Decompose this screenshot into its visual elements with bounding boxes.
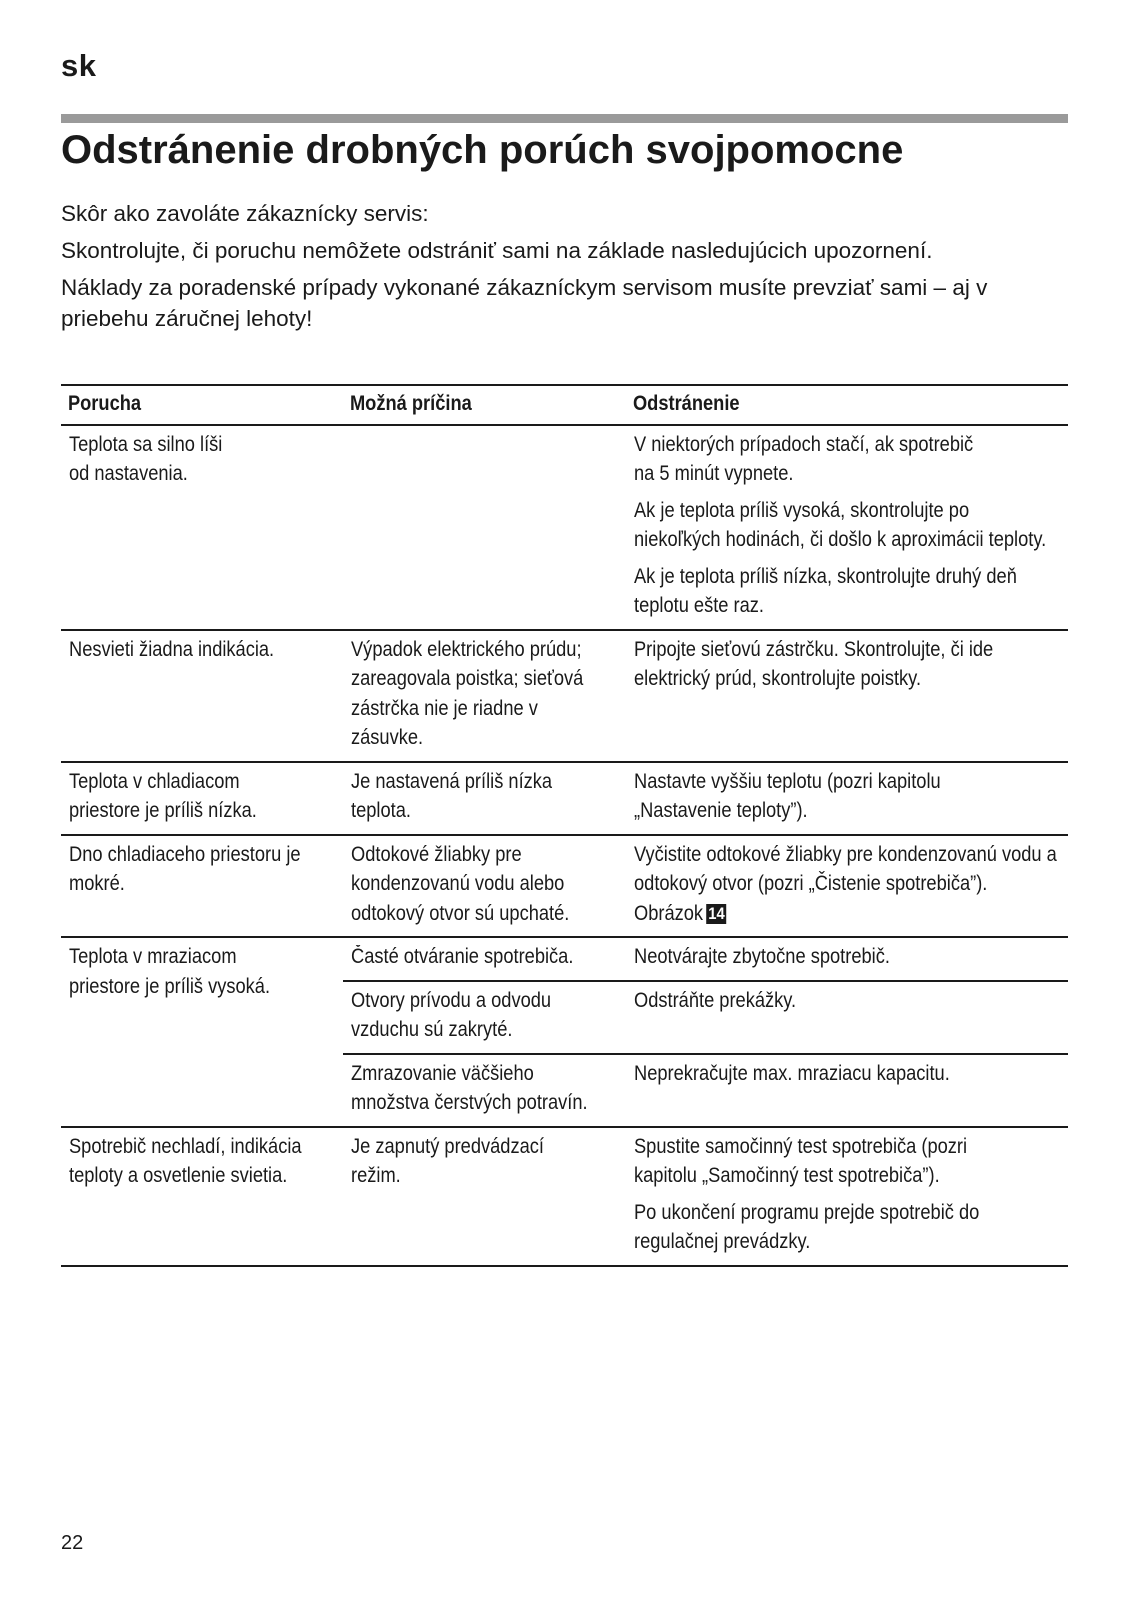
fix-paragraph	[634, 840, 1060, 929]
intro-paragraph: Náklady za poradenské prípady vykonané zákazníckym servisom musíte prevziať sami – aj v priebehu záručnej lehoty!	[61, 275, 988, 331]
fix-cell	[626, 631, 1068, 761]
fix-cell	[626, 426, 1068, 629]
table-header	[61, 384, 1068, 426]
cause-cell	[343, 938, 626, 980]
cause-text: Odtokové žliabky pre kondenzovanú vodu alebo odtokový otvor sú upchaté.	[351, 842, 570, 925]
fix-cell	[626, 763, 1068, 834]
fault-text: Spotrebič nechladí, indikácia teploty a osvetlenie svietia.	[69, 1134, 302, 1187]
intro-paragraph: Skôr ako zavoláte zákaznícky servis:	[61, 201, 429, 226]
page-number: 22	[61, 1532, 84, 1554]
fix-cell	[626, 938, 1068, 980]
table-row	[61, 1128, 1068, 1267]
table-row	[61, 763, 1068, 836]
figure-reference-badge: 14	[708, 903, 725, 923]
sub-row	[343, 938, 1068, 980]
sub-row	[343, 1053, 1068, 1126]
cause-cell	[343, 982, 626, 1053]
fix-text: Neprekračujte max. mraziacu kapacitu.	[634, 1061, 950, 1085]
cause-text: Je nastavená príliš nízka teplota.	[351, 769, 553, 822]
header-fix: Odstránenie	[632, 392, 740, 415]
fix-text: V niektorých prípadoch stačí, ak spotrebič na 5 minút vypnete.	[634, 432, 974, 485]
sub-rows	[343, 938, 1068, 1126]
fix-text: Ak je teplota príliš nízka, skontrolujte druhý deň teplotu ešte raz.	[634, 564, 1017, 617]
cause-text: Je zapnutý predvádzací režim.	[351, 1134, 544, 1187]
cause-cell	[343, 631, 626, 761]
sub-row	[343, 980, 1068, 1053]
header-cause: Možná príčina	[349, 392, 472, 415]
cause-text: Otvory prívodu a odvodu vzduchu sú zakryté.	[351, 988, 552, 1041]
fix-text: Ak je teplota príliš vysoká, skontrolujte po niekoľkých hodinách, či došlo k aproximácii teploty.	[634, 498, 1047, 551]
cause-cell	[343, 836, 626, 937]
table-row	[61, 836, 1068, 939]
fix-text: Neotvárajte zbytočne spotrebič.	[634, 945, 890, 968]
fault-cell	[61, 426, 343, 629]
fix-text: Pripojte sieťovú zástrčku. Skontrolujte, či ide elektrický prúd, skontrolujte poistky.	[634, 637, 994, 690]
fix-cell	[626, 1128, 1068, 1265]
page-title: Odstránenie drobných porúch svojpomocne	[61, 128, 904, 172]
header-fault: Porucha	[67, 392, 142, 415]
cause-text: Časté otváranie spotrebiča.	[351, 945, 574, 968]
fix-text: Odstráňte prekážky.	[634, 988, 797, 1012]
fault-text: Teplota v mraziacom priestore je príliš vysoká.	[69, 945, 271, 998]
fault-cell	[61, 938, 343, 1126]
table-row	[61, 631, 1068, 763]
fault-text: Teplota sa silno líši od nastavenia.	[69, 432, 223, 485]
cause-cell	[343, 426, 626, 629]
language-code: sk	[61, 48, 97, 83]
fix-text: Vyčistite odtokové žliabky pre kondenzovanú vodu a odtokový otvor (pozri „Čistenie spotrebiča”). Obrázok	[634, 842, 1057, 925]
fault-cell	[61, 631, 343, 761]
fault-cell	[61, 763, 343, 834]
fix-text: Nastavte vyššiu teplotu (pozri kapitolu „Nastavenie teploty”).	[634, 769, 941, 822]
fix-text: Spustite samočinný test spotrebiča (pozri kapitolu „Samočinný test spotrebiča”).	[634, 1134, 968, 1187]
fix-cell	[626, 982, 1068, 1053]
header-rule	[61, 114, 1068, 123]
cause-cell	[343, 1128, 626, 1265]
intro-text	[61, 198, 1068, 340]
cause-text: Zmrazovanie väčšieho množstva čerstvých potravín.	[351, 1061, 588, 1114]
intro-paragraph: Skontrolujte, či poruchu nemôžete odstrániť sami na základe nasledujúcich upozornení.	[61, 238, 933, 263]
fault-text: Dno chladiaceho priestoru je mokré.	[69, 842, 301, 895]
cause-cell	[343, 763, 626, 834]
fault-cell	[61, 836, 343, 937]
fix-cell	[626, 836, 1068, 937]
fix-text: Po ukončení programu prejde spotrebič do regulačnej prevádzky.	[634, 1200, 980, 1253]
fault-cell	[61, 1128, 343, 1265]
cause-cell	[343, 1055, 626, 1126]
fault-text: Nesvieti žiadna indikácia.	[69, 637, 275, 661]
fault-text: Teplota v chladiacom priestore je príliš nízka.	[69, 769, 257, 822]
table-row	[61, 426, 1068, 631]
fix-cell	[626, 1055, 1068, 1126]
troubleshooting-table	[61, 384, 1068, 1267]
cause-text: Výpadok elektrického prúdu; zareagovala poistka; sieťová zástrčka nie je riadne v zásuvke.	[351, 637, 584, 749]
table-row	[61, 938, 1068, 1128]
